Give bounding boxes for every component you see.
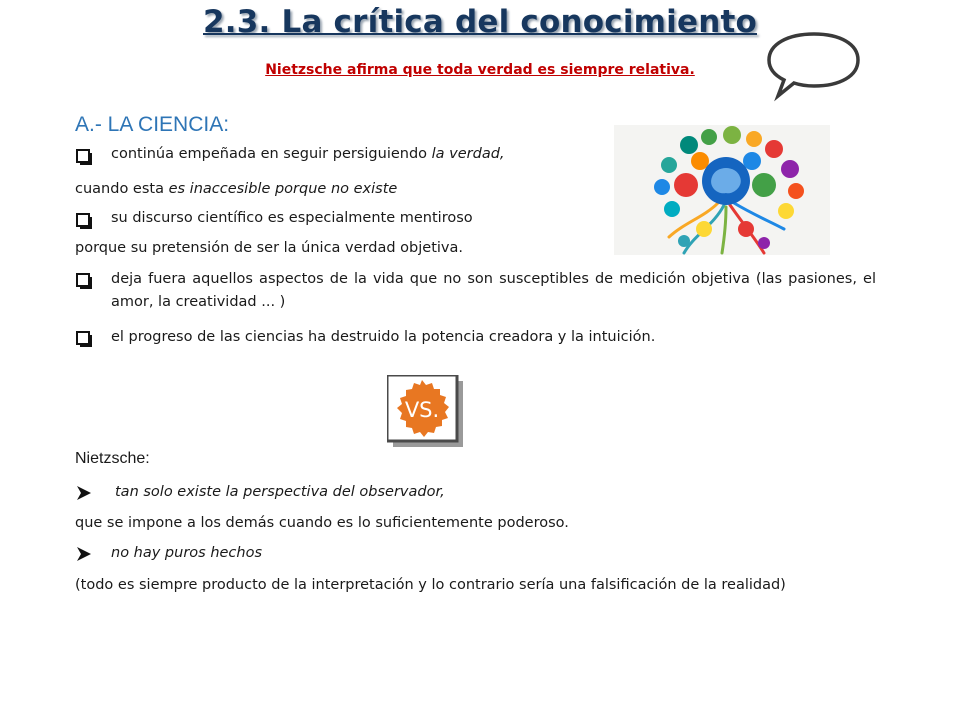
vs-label: VS.	[404, 398, 440, 422]
section-heading-nietzsche: Nietzsche:	[75, 450, 150, 467]
continuation-1-text: cuando esta	[75, 181, 169, 197]
bullet-text-1	[111, 143, 505, 166]
checkbox-bullet-icon	[76, 149, 90, 163]
section-heading-ciencia: A.- LA CIENCIA:	[75, 113, 230, 136]
speech-bubble-icon	[764, 30, 864, 102]
nietzsche-line-1: que se impone a los demás cuando es lo suficientemente poderoso.	[75, 515, 569, 531]
arrow-1-emphasis: tan solo existe la perspectiva del observador,	[115, 484, 445, 500]
arrow-bullet-icon	[76, 546, 92, 562]
bullet-text-2: su discurso científico es especialmente mentiroso	[111, 210, 473, 226]
checkbox-bullet-icon	[76, 213, 90, 227]
checkbox-bullet-icon	[76, 331, 90, 345]
bullet-1-text: continúa empeñada en seguir persiguiendo	[111, 146, 432, 162]
arrow-text-1	[115, 481, 445, 504]
continuation-1-emphasis: es inaccesible porque no existe	[168, 181, 398, 197]
arrow-text-2	[111, 542, 262, 565]
arrow-bullet-icon	[76, 485, 92, 501]
bullet-text-3: deja fuera aquellos aspectos de la vida que no son susceptibles de medición objetiva (las pasiones, el amor, la creatividad ... )	[111, 271, 876, 310]
checkbox-bullet-icon	[76, 273, 90, 287]
nietzsche-line-2: (todo es siempre producto de la interpretación y lo contrario sería una falsificación de la realidad)	[75, 577, 786, 593]
continuation-line-2: porque su pretensión de ser la única verdad objetiva.	[75, 240, 463, 256]
bullet-text-4: el progreso de las ciencias ha destruido la potencia creadora y la intuición.	[111, 329, 656, 345]
bullet-1-emphasis: la verdad,	[431, 146, 505, 162]
science-tree-illustration	[614, 125, 830, 255]
versus-badge	[387, 375, 463, 447]
slide-subtitle: Nietzsche afirma que toda verdad es siempre relativa.	[265, 62, 695, 78]
arrow-2-emphasis: no hay puros hechos	[111, 545, 263, 561]
continuation-line-1	[75, 178, 397, 201]
slide-title: 2.3. La crítica del conocimiento	[203, 4, 757, 40]
